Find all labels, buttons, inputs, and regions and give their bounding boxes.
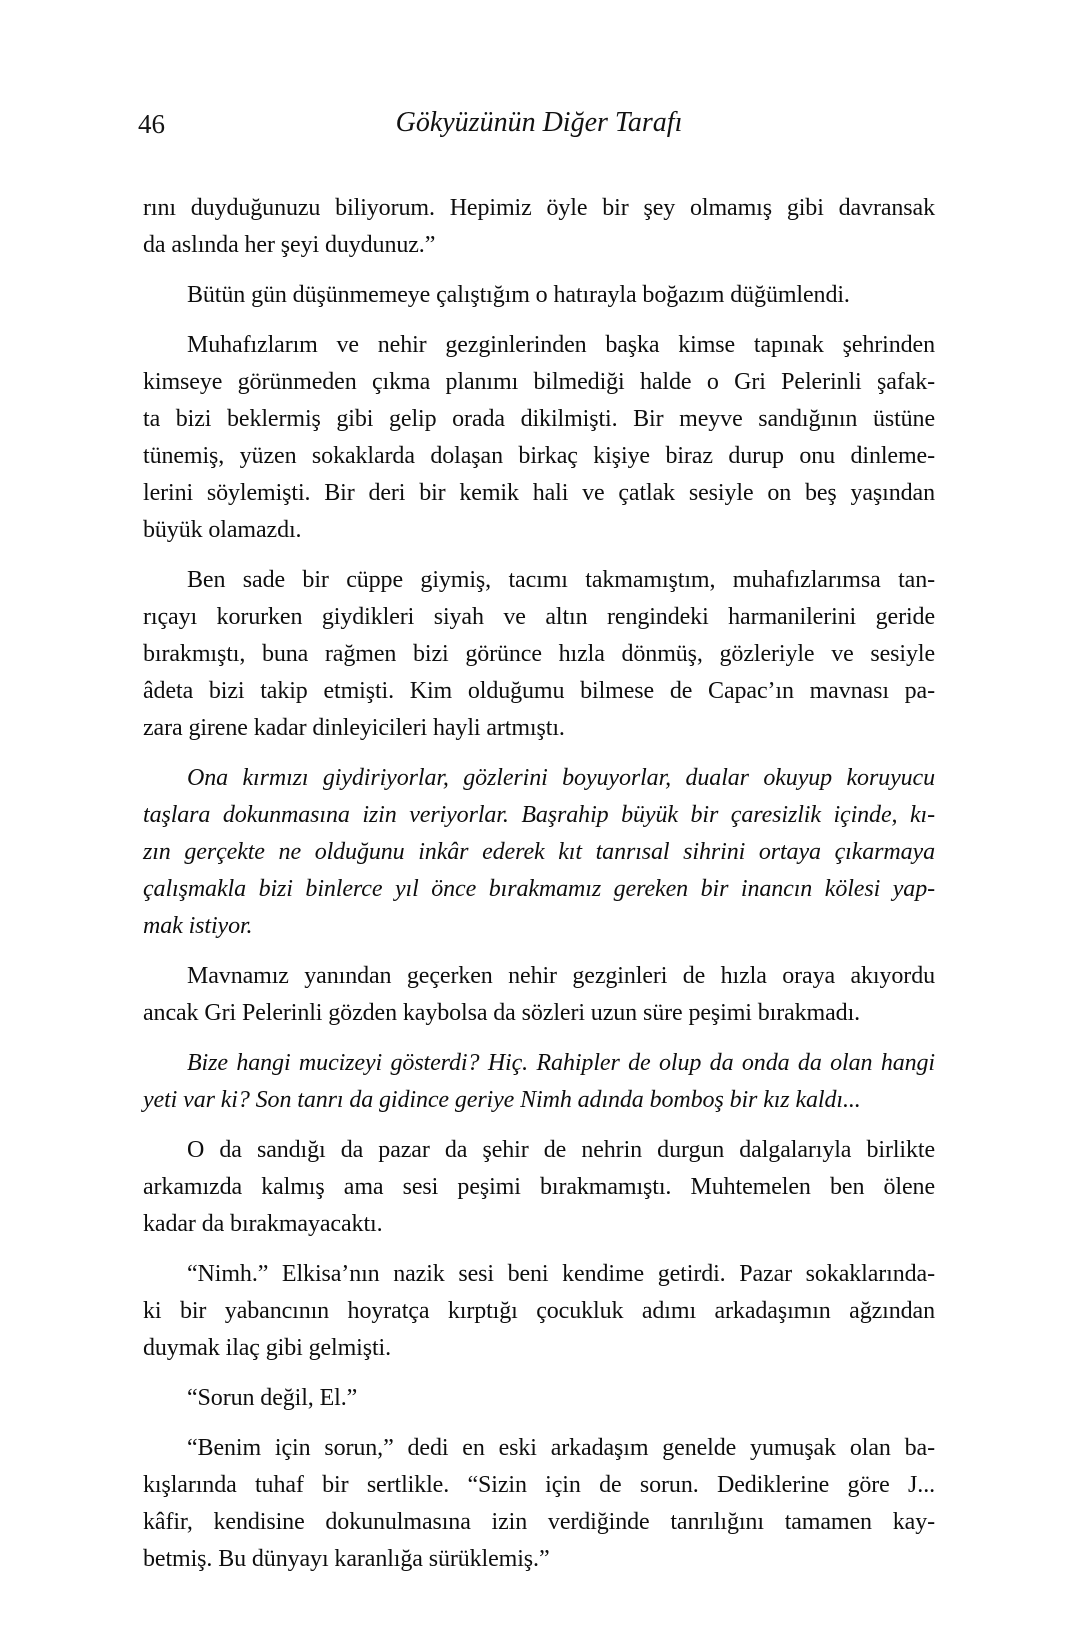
- paragraph: [143, 1380, 935, 1417]
- text-line: zara girene kadar dinleyicileri hayli artmıştı.: [143, 715, 565, 741]
- text-line: betmiş. Bu dünyayı karanlığa sürüklemiş.”: [143, 1546, 550, 1572]
- text-line: da aslında her şeyi duydunuz.”: [143, 232, 436, 258]
- page-number: 46: [138, 109, 165, 139]
- text-line: âdeta bizi takip etmişti. Kim olduğumu bilmese de Capac’ın mavnası pa-: [143, 678, 935, 704]
- paragraph: [143, 190, 935, 264]
- text-line: O da sandığı da pazar da şehir de nehrin durgun dalgalarıyla birlikte: [187, 1137, 935, 1163]
- text-line: ancak Gri Pelerinli gözden kaybolsa da sözleri uzun süre peşimi bırakmadı.: [143, 1000, 861, 1026]
- paragraph: [143, 760, 935, 945]
- text-line: Bütün gün düşünmemeye çalıştığım o hatırayla boğazım düğümlendi.: [187, 282, 850, 308]
- paragraph: [143, 562, 935, 747]
- text-line: ta bizi beklermiş gibi gelip orada dikilmişti. Bir meyve sandığının üstüne: [143, 406, 935, 432]
- text-line: “Sorun değil, El.”: [187, 1385, 358, 1411]
- text-line: zın gerçekte ne olduğunu inkâr ederek kıt tanrısal sihrini ortaya çıkarmaya: [143, 839, 935, 865]
- text-line: “Nimh.” Elkisa’nın nazik sesi beni kendime getirdi. Pazar sokaklarında-: [187, 1261, 935, 1287]
- text-line: Muhafızlarım ve nehir gezginlerinden başka kimse tapınak şehrinden: [187, 332, 935, 358]
- text-line: “Benim için sorun,” dedi en eski arkadaşım genelde yumuşak olan ba-: [187, 1435, 935, 1461]
- text-line: bırakmıştı, buna rağmen bizi görünce hızla dönmüş, gözleriyle ve sesiyle: [143, 641, 935, 667]
- text-line: mak istiyor.: [143, 913, 253, 939]
- text-line: duymak ilaç gibi gelmişti.: [143, 1335, 392, 1361]
- text-line: Ben sade bir cüppe giymiş, tacımı takmamıştım, muhafızlarımsa tan-: [187, 567, 935, 593]
- text-line: kadar da bırakmayacaktı.: [143, 1211, 383, 1237]
- text-line: kimseye görünmeden çıkma planımı bilmediği halde o Gri Pelerinli şafak-: [143, 369, 935, 395]
- text-line: çalışmakla bizi binlerce yıl önce bırakmamız gereken bir inancın kölesi yap-: [143, 876, 935, 902]
- text-line: büyük olamazdı.: [143, 517, 302, 543]
- paragraph: [143, 1430, 935, 1578]
- text-line: yeti var ki? Son tanrı da gidince geriye Nimh adında bomboş bir kız kaldı...: [143, 1087, 861, 1113]
- text-line: Mavnamız yanından geçerken nehir gezginleri de hızla oraya akıyordu: [187, 963, 935, 989]
- text-line: arkamızda kalmış ama sesi peşimi bırakmamıştı. Muhtemelen ben ölene: [143, 1174, 935, 1200]
- text-line: kışlarında tuhaf bir sertlikle. “Sizin için de sorun. Dediklerine göre J...: [143, 1472, 935, 1498]
- text-line: tünemiş, yüzen sokaklarda dolaşan birkaç kişiye biraz durup onu dinleme-: [143, 443, 935, 469]
- text-line: lerini söylemişti. Bir deri bir kemik hali ve çatlak sesiyle on beş yaşından: [143, 480, 935, 506]
- paragraph: [143, 277, 935, 314]
- paragraph: [143, 1256, 935, 1367]
- text-body: [143, 190, 935, 1591]
- text-line: Bize hangi mucizeyi gösterdi? Hiç. Rahipler de olup da onda da olan hangi: [187, 1050, 935, 1076]
- text-line: Ona kırmızı giydiriyorlar, gözlerini boyuyorlar, dualar okuyup koruyucu: [187, 765, 935, 791]
- paragraph: [143, 327, 935, 549]
- paragraph: [143, 1045, 935, 1119]
- running-title: Gökyüzünün Diğer Tarafı: [395, 107, 683, 138]
- paragraph: [143, 958, 935, 1032]
- text-line: ki bir yabancının hoyratça kırptığı çocukluk adımı arkadaşımın ağzından: [143, 1298, 935, 1324]
- text-line: rıçayı korurken giydikleri siyah ve altın rengindeki harmanilerini geride: [143, 604, 935, 630]
- text-line: taşlara dokunmasına izin veriyorlar. Başrahip büyük bir çaresizlik içinde, kı-: [143, 802, 935, 828]
- text-line: kâfir, kendisine dokunulmasına izin verdiğinde tanrılığını tamamen kay-: [143, 1509, 935, 1535]
- text-line: rını duyduğunuzu biliyorum. Hepimiz öyle bir şey olmamış gibi davransak: [143, 195, 935, 221]
- paragraph: [143, 1132, 935, 1243]
